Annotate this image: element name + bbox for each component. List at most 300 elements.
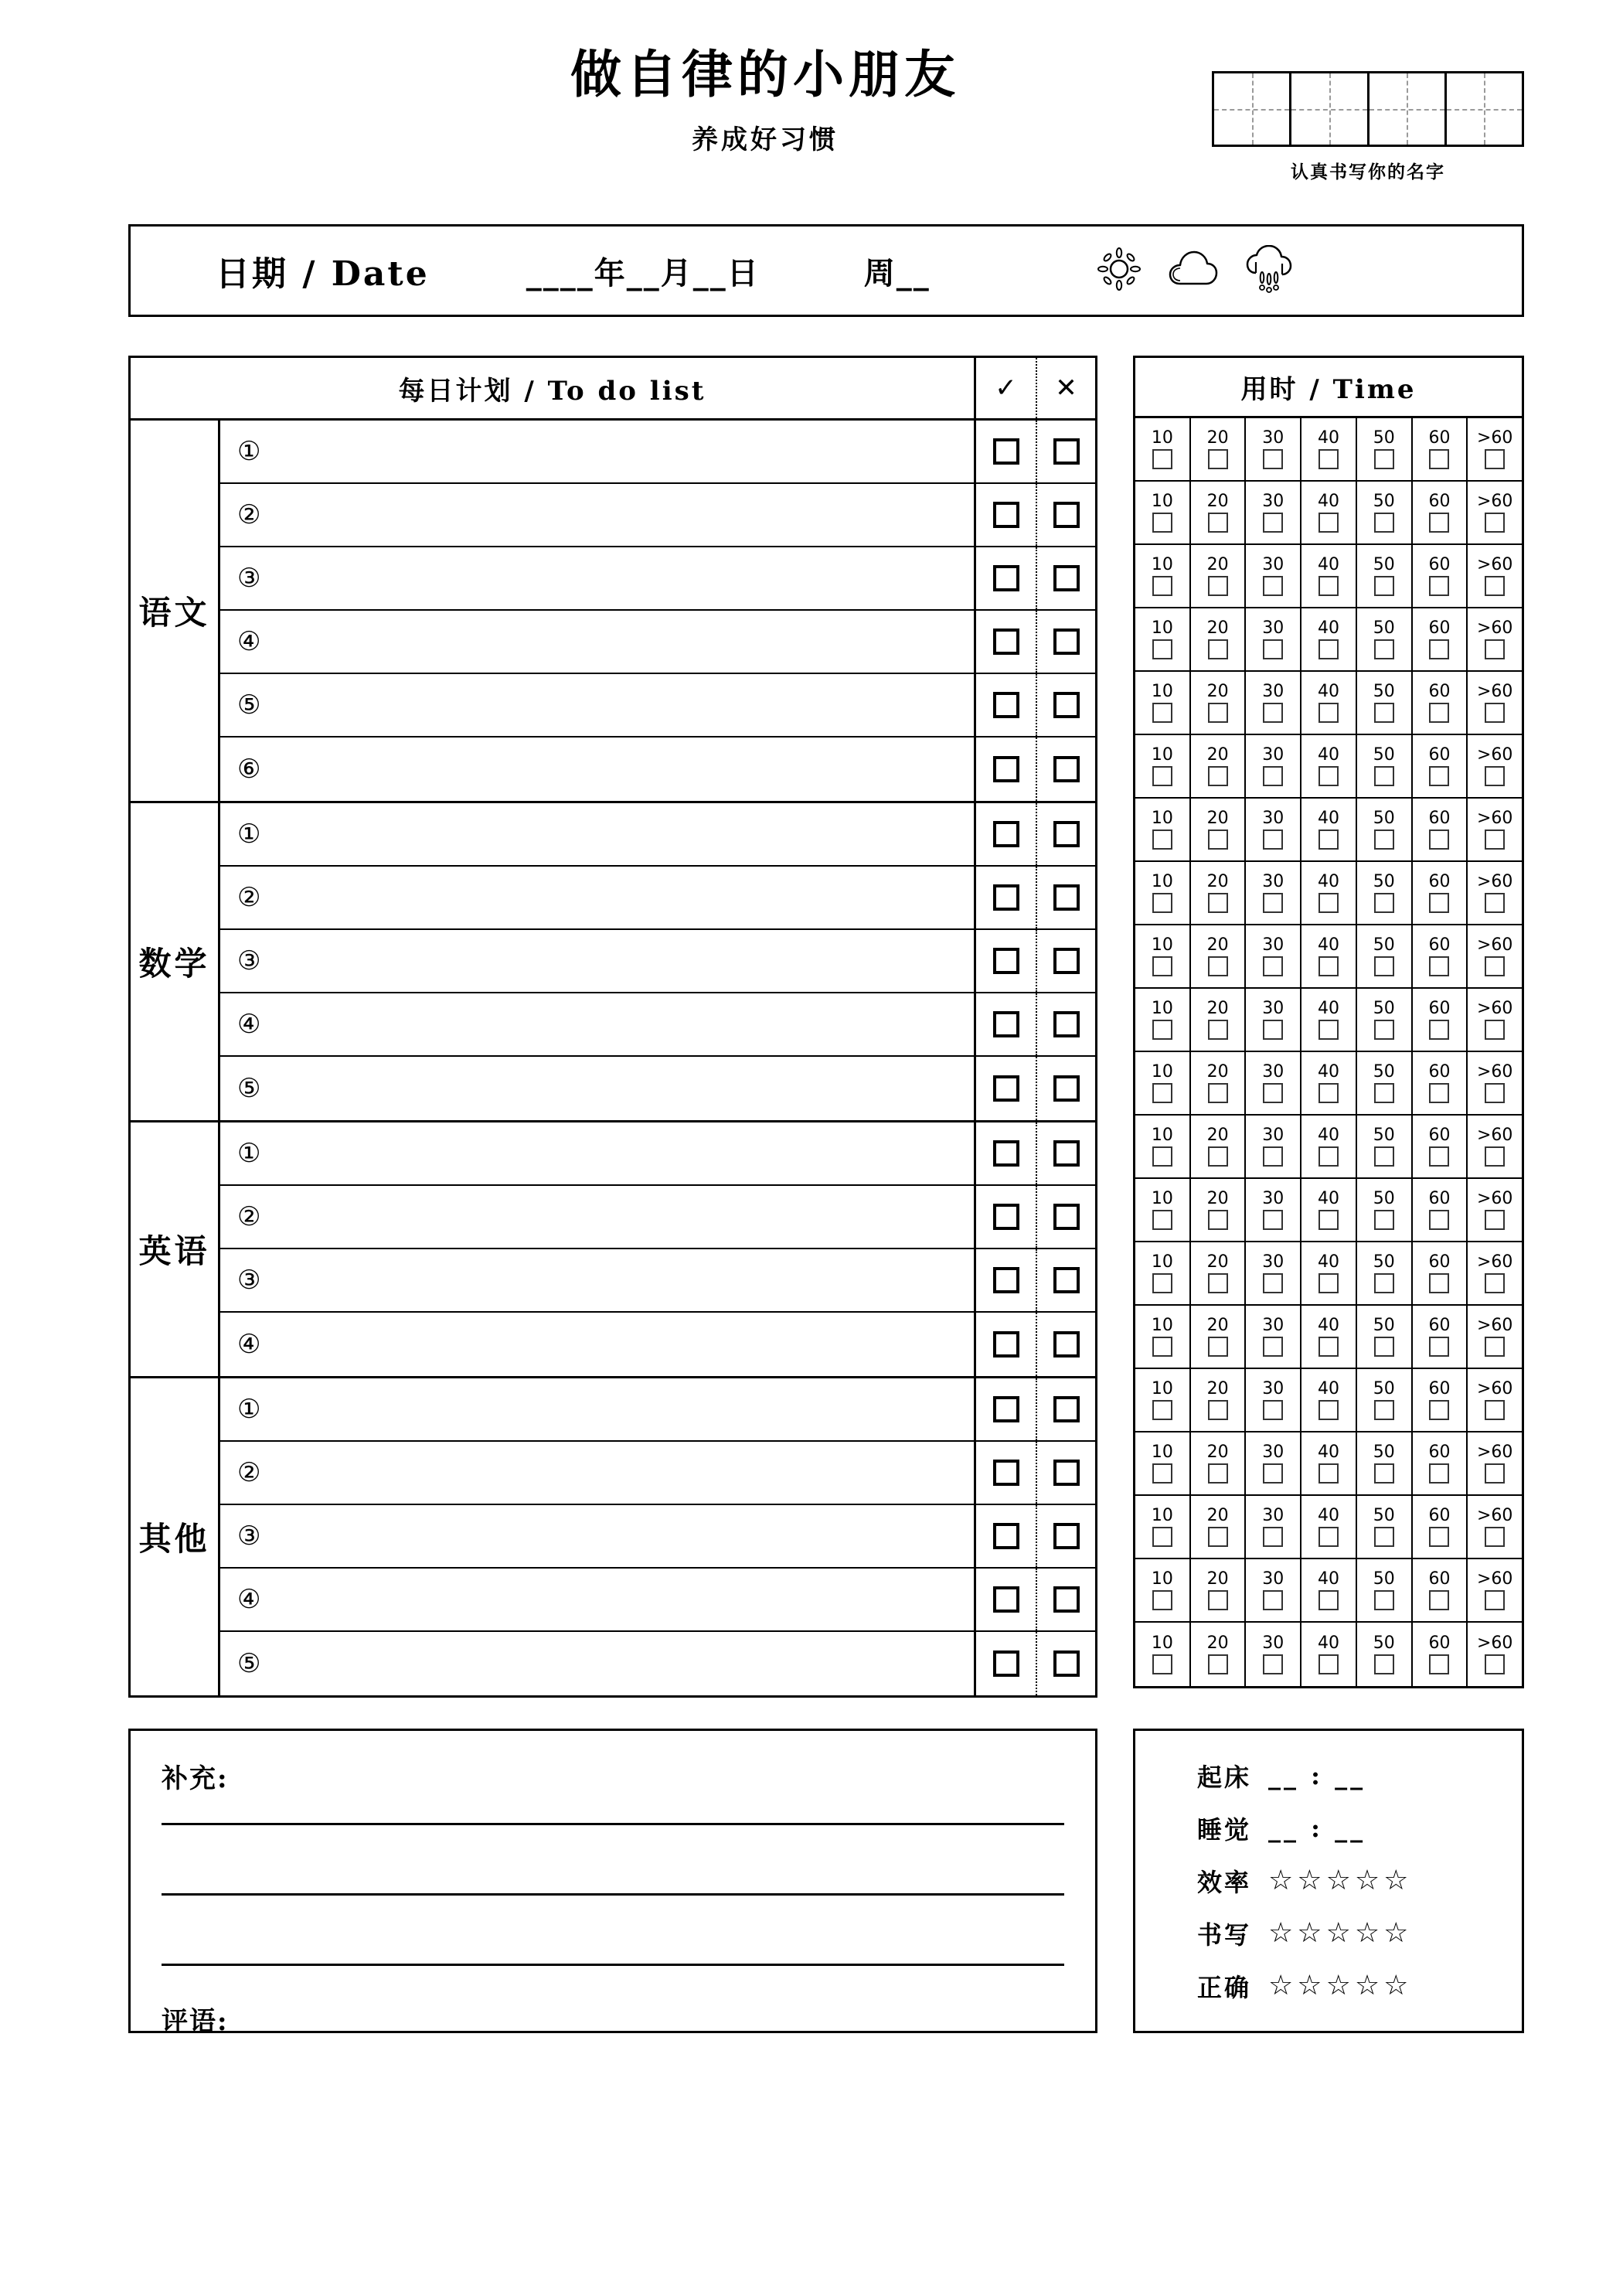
task-done-checkbox[interactable] (976, 993, 1036, 1055)
checkbox-icon[interactable] (1374, 766, 1394, 786)
time-option-cell[interactable] (1357, 608, 1413, 670)
time-option-cell[interactable] (1135, 1242, 1191, 1304)
notes-line[interactable] (162, 1823, 1064, 1825)
time-option-cell[interactable] (1301, 1432, 1357, 1494)
task-done-checkbox[interactable] (976, 421, 1036, 482)
star-icon[interactable]: ☆ (1354, 1970, 1382, 2001)
time-option-cell[interactable] (1468, 1623, 1522, 1686)
checkbox-icon[interactable] (1318, 449, 1339, 469)
task-done-checkbox[interactable] (976, 484, 1036, 546)
task-undone-checkbox[interactable] (1036, 1057, 1095, 1120)
checkbox-icon[interactable] (1053, 502, 1080, 528)
time-option-cell[interactable] (1301, 608, 1357, 670)
time-option-cell[interactable] (1301, 545, 1357, 607)
task-undone-checkbox[interactable] (1036, 1186, 1095, 1248)
checkbox-icon[interactable] (1152, 449, 1172, 469)
checkbox-icon[interactable] (1053, 692, 1080, 718)
checkbox-icon[interactable] (1429, 703, 1449, 723)
checkbox-icon[interactable] (1053, 948, 1080, 974)
checkbox-icon[interactable] (1208, 1590, 1228, 1610)
star-icon[interactable]: ☆ (1383, 1970, 1410, 2001)
time-option-cell[interactable] (1357, 799, 1413, 860)
time-option-cell[interactable] (1191, 989, 1247, 1051)
checkbox-icon[interactable] (1263, 893, 1283, 913)
checkbox-icon[interactable] (1485, 1273, 1505, 1293)
time-option-cell[interactable] (1246, 418, 1301, 480)
checkbox-icon[interactable] (1318, 1083, 1339, 1103)
time-option-cell[interactable] (1357, 672, 1413, 734)
time-option-cell[interactable] (1191, 608, 1247, 670)
checkbox-icon[interactable] (1429, 513, 1449, 533)
checkbox-icon[interactable] (1374, 1146, 1394, 1167)
task-undone-checkbox[interactable] (1036, 867, 1095, 928)
checkbox-icon[interactable] (1152, 1146, 1172, 1167)
checkbox-icon[interactable] (1152, 956, 1172, 976)
checkbox-icon[interactable] (993, 438, 1019, 465)
time-option-cell[interactable] (1135, 735, 1191, 797)
star-icon[interactable]: ☆ (1325, 1970, 1352, 2001)
task-undone-checkbox[interactable] (1036, 993, 1095, 1055)
time-option-cell[interactable] (1357, 1242, 1413, 1304)
task-done-checkbox[interactable] (976, 611, 1036, 673)
checkbox-icon[interactable] (1152, 829, 1172, 850)
task-done-checkbox[interactable] (976, 1057, 1036, 1120)
star-icon[interactable]: ☆ (1297, 1865, 1324, 1896)
time-option-cell[interactable] (1357, 1432, 1413, 1494)
checkbox-icon[interactable] (1053, 565, 1080, 591)
checkbox-icon[interactable] (1429, 1146, 1449, 1167)
time-option-cell[interactable] (1135, 799, 1191, 860)
time-option-cell[interactable] (1191, 672, 1247, 734)
checkbox-icon[interactable] (1208, 1083, 1228, 1103)
checkbox-icon[interactable] (1208, 1273, 1228, 1293)
time-option-cell[interactable] (1468, 608, 1522, 670)
task-done-checkbox[interactable] (976, 1569, 1036, 1630)
time-option-cell[interactable] (1413, 418, 1468, 480)
time-option-cell[interactable] (1357, 735, 1413, 797)
checkbox-icon[interactable] (1053, 821, 1080, 847)
checkbox-icon[interactable] (1053, 1396, 1080, 1422)
checkbox-icon[interactable] (1263, 1590, 1283, 1610)
task-input-field[interactable]: ⑥ (220, 738, 976, 801)
checkbox-icon[interactable] (1208, 1654, 1228, 1674)
time-option-cell[interactable] (1357, 545, 1413, 607)
checkbox-icon[interactable] (1485, 1337, 1505, 1357)
checkbox-icon[interactable] (1152, 1210, 1172, 1230)
task-input-field[interactable]: ② (220, 1442, 976, 1504)
task-input-field[interactable]: ② (220, 867, 976, 928)
time-option-cell[interactable] (1357, 1052, 1413, 1114)
checkbox-icon[interactable] (1263, 1273, 1283, 1293)
checkbox-icon[interactable] (1429, 1020, 1449, 1040)
checkbox-icon[interactable] (1208, 576, 1228, 596)
time-option-cell[interactable] (1468, 925, 1522, 987)
task-done-checkbox[interactable] (976, 803, 1036, 865)
checkbox-icon[interactable] (1485, 1146, 1505, 1167)
checkbox-icon[interactable] (1152, 1400, 1172, 1420)
time-option-cell[interactable] (1246, 1369, 1301, 1431)
time-option-cell[interactable] (1357, 482, 1413, 543)
time-option-cell[interactable] (1301, 735, 1357, 797)
checkbox-icon[interactable] (1208, 1020, 1228, 1040)
time-option-cell[interactable] (1191, 1306, 1247, 1368)
checkbox-icon[interactable] (993, 948, 1019, 974)
checkbox-icon[interactable] (1374, 1337, 1394, 1357)
task-done-checkbox[interactable] (976, 1249, 1036, 1311)
checkbox-icon[interactable] (993, 1396, 1019, 1422)
checkbox-icon[interactable] (1263, 703, 1283, 723)
task-input-field[interactable]: ④ (220, 611, 976, 673)
task-undone-checkbox[interactable] (1036, 1632, 1095, 1695)
checkbox-icon[interactable] (1485, 956, 1505, 976)
checkbox-icon[interactable] (1152, 893, 1172, 913)
checkbox-icon[interactable] (993, 502, 1019, 528)
checkbox-icon[interactable] (1429, 1400, 1449, 1420)
time-option-cell[interactable] (1468, 1306, 1522, 1368)
time-option-cell[interactable] (1468, 1116, 1522, 1177)
checkbox-icon[interactable] (1152, 513, 1172, 533)
checkbox-icon[interactable] (1208, 513, 1228, 533)
checkbox-icon[interactable] (1485, 639, 1505, 659)
star-icon[interactable]: ☆ (1268, 1917, 1295, 1949)
time-option-cell[interactable] (1191, 735, 1247, 797)
checkbox-icon[interactable] (1485, 1083, 1505, 1103)
task-done-checkbox[interactable] (976, 674, 1036, 736)
checkbox-icon[interactable] (1485, 1210, 1505, 1230)
checkbox-icon[interactable] (1152, 1337, 1172, 1357)
time-option-cell[interactable] (1246, 925, 1301, 987)
checkbox-icon[interactable] (1208, 766, 1228, 786)
time-option-cell[interactable] (1246, 482, 1301, 543)
time-option-cell[interactable] (1357, 418, 1413, 480)
checkbox-icon[interactable] (1053, 1586, 1080, 1613)
checkbox-icon[interactable] (993, 565, 1019, 591)
time-option-cell[interactable] (1135, 1496, 1191, 1558)
time-option-cell[interactable] (1246, 1179, 1301, 1241)
checkbox-icon[interactable] (1263, 1527, 1283, 1547)
task-done-checkbox[interactable] (976, 1122, 1036, 1184)
checkbox-icon[interactable] (1263, 1337, 1283, 1357)
time-option-cell[interactable] (1301, 1242, 1357, 1304)
time-option-cell[interactable] (1301, 799, 1357, 860)
checkbox-icon[interactable] (1053, 629, 1080, 655)
checkbox-icon[interactable] (1208, 1146, 1228, 1167)
checkbox-icon[interactable] (1263, 766, 1283, 786)
checkbox-icon[interactable] (1429, 1083, 1449, 1103)
checkbox-icon[interactable] (1485, 1590, 1505, 1610)
checkbox-icon[interactable] (1318, 1590, 1339, 1610)
time-option-cell[interactable] (1135, 1116, 1191, 1177)
time-option-cell[interactable] (1413, 1623, 1468, 1686)
checkbox-icon[interactable] (1053, 1140, 1080, 1167)
checkbox-icon[interactable] (1152, 1020, 1172, 1040)
time-option-cell[interactable] (1301, 1116, 1357, 1177)
time-option-cell[interactable] (1413, 1179, 1468, 1241)
task-input-field[interactable]: ③ (220, 1249, 976, 1311)
checkbox-icon[interactable] (1152, 1590, 1172, 1610)
time-option-cell[interactable] (1191, 1623, 1247, 1686)
task-undone-checkbox[interactable] (1036, 803, 1095, 865)
task-input-field[interactable]: ④ (220, 1313, 976, 1376)
time-option-cell[interactable] (1191, 1432, 1247, 1494)
checkbox-icon[interactable] (1374, 956, 1394, 976)
name-writing-grid[interactable] (1212, 71, 1524, 147)
time-option-cell[interactable] (1413, 482, 1468, 543)
time-option-cell[interactable] (1357, 925, 1413, 987)
time-option-cell[interactable] (1246, 799, 1301, 860)
time-option-cell[interactable] (1301, 482, 1357, 543)
checkbox-icon[interactable] (1053, 1523, 1080, 1549)
time-option-cell[interactable] (1135, 925, 1191, 987)
time-option-cell[interactable] (1468, 545, 1522, 607)
notes-line[interactable] (162, 1893, 1064, 1896)
time-option-cell[interactable] (1357, 1306, 1413, 1368)
checkbox-icon[interactable] (1318, 576, 1339, 596)
time-option-cell[interactable] (1357, 862, 1413, 924)
checkbox-icon[interactable] (1485, 1463, 1505, 1484)
sleep-time-field[interactable]: __ : __ (1268, 1814, 1366, 1843)
checkbox-icon[interactable] (1318, 1527, 1339, 1547)
time-option-cell[interactable] (1468, 862, 1522, 924)
time-option-cell[interactable] (1301, 989, 1357, 1051)
checkbox-icon[interactable] (1263, 449, 1283, 469)
task-done-checkbox[interactable] (976, 1442, 1036, 1504)
time-option-cell[interactable] (1246, 1052, 1301, 1114)
time-option-cell[interactable] (1301, 1496, 1357, 1558)
date-input-fields[interactable]: ____年__月__日 (526, 254, 760, 291)
time-option-cell[interactable] (1468, 1052, 1522, 1114)
checkbox-icon[interactable] (1053, 438, 1080, 465)
checkbox-icon[interactable] (1318, 1654, 1339, 1674)
checkbox-icon[interactable] (1318, 829, 1339, 850)
checkbox-icon[interactable] (1152, 703, 1172, 723)
checkbox-icon[interactable] (1485, 1400, 1505, 1420)
time-option-cell[interactable] (1413, 799, 1468, 860)
checkbox-icon[interactable] (1318, 893, 1339, 913)
time-option-cell[interactable] (1135, 1432, 1191, 1494)
checkbox-icon[interactable] (993, 1267, 1019, 1293)
time-option-cell[interactable] (1301, 672, 1357, 734)
time-option-cell[interactable] (1357, 1559, 1413, 1621)
task-input-field[interactable]: ① (220, 1122, 976, 1184)
checkbox-icon[interactable] (1318, 1020, 1339, 1040)
star-icon[interactable]: ☆ (1268, 1865, 1295, 1896)
time-option-cell[interactable] (1413, 735, 1468, 797)
task-done-checkbox[interactable] (976, 1378, 1036, 1440)
time-option-cell[interactable] (1468, 1496, 1522, 1558)
time-option-cell[interactable] (1301, 862, 1357, 924)
checkbox-icon[interactable] (1374, 1083, 1394, 1103)
checkbox-icon[interactable] (1208, 1400, 1228, 1420)
time-option-cell[interactable] (1246, 735, 1301, 797)
time-option-cell[interactable] (1413, 1242, 1468, 1304)
checkbox-icon[interactable] (1429, 956, 1449, 976)
checkbox-icon[interactable] (1053, 1267, 1080, 1293)
checkbox-icon[interactable] (1152, 1527, 1172, 1547)
time-option-cell[interactable] (1357, 1623, 1413, 1686)
checkbox-icon[interactable] (1429, 893, 1449, 913)
checkbox-icon[interactable] (1318, 1337, 1339, 1357)
checkbox-icon[interactable] (1263, 513, 1283, 533)
star-icon[interactable]: ☆ (1354, 1917, 1382, 1949)
checkbox-icon[interactable] (993, 1586, 1019, 1613)
time-option-cell[interactable] (1301, 1306, 1357, 1368)
name-grid-cell[interactable] (1370, 73, 1447, 145)
time-option-cell[interactable] (1246, 672, 1301, 734)
time-option-cell[interactable] (1135, 672, 1191, 734)
checkbox-icon[interactable] (993, 1331, 1019, 1358)
checkbox-icon[interactable] (1485, 513, 1505, 533)
checkbox-icon[interactable] (1263, 1654, 1283, 1674)
checkbox-icon[interactable] (1429, 1337, 1449, 1357)
checkbox-icon[interactable] (1429, 576, 1449, 596)
weekday-field[interactable]: 周__ (863, 254, 931, 291)
time-option-cell[interactable] (1191, 1242, 1247, 1304)
time-option-cell[interactable] (1191, 1559, 1247, 1621)
task-undone-checkbox[interactable] (1036, 1378, 1095, 1440)
checkbox-icon[interactable] (993, 1204, 1019, 1230)
checkbox-icon[interactable] (1485, 893, 1505, 913)
checkbox-icon[interactable] (1374, 1463, 1394, 1484)
time-option-cell[interactable] (1191, 418, 1247, 480)
task-undone-checkbox[interactable] (1036, 738, 1095, 801)
time-option-cell[interactable] (1246, 862, 1301, 924)
checkbox-icon[interactable] (1263, 1400, 1283, 1420)
checkbox-icon[interactable] (1152, 766, 1172, 786)
time-option-cell[interactable] (1191, 1116, 1247, 1177)
task-input-field[interactable]: ④ (220, 1569, 976, 1630)
task-input-field[interactable]: ④ (220, 993, 976, 1055)
checkbox-icon[interactable] (1429, 766, 1449, 786)
time-option-cell[interactable] (1135, 989, 1191, 1051)
time-option-cell[interactable] (1413, 1306, 1468, 1368)
checkbox-icon[interactable] (993, 1650, 1019, 1677)
time-option-cell[interactable] (1191, 799, 1247, 860)
checkbox-icon[interactable] (1263, 956, 1283, 976)
checkbox-icon[interactable] (1374, 1210, 1394, 1230)
time-option-cell[interactable] (1135, 545, 1191, 607)
time-option-cell[interactable] (1468, 989, 1522, 1051)
checkbox-icon[interactable] (1429, 1210, 1449, 1230)
time-option-cell[interactable] (1246, 1432, 1301, 1494)
task-done-checkbox[interactable] (976, 1505, 1036, 1567)
checkbox-icon[interactable] (1318, 1210, 1339, 1230)
checkbox-icon[interactable] (1208, 956, 1228, 976)
time-option-cell[interactable] (1301, 925, 1357, 987)
checkbox-icon[interactable] (1318, 703, 1339, 723)
time-option-cell[interactable] (1301, 1369, 1357, 1431)
checkbox-icon[interactable] (993, 1460, 1019, 1486)
time-option-cell[interactable] (1357, 1179, 1413, 1241)
time-option-cell[interactable] (1357, 1369, 1413, 1431)
task-input-field[interactable]: ③ (220, 930, 976, 992)
time-option-cell[interactable] (1135, 482, 1191, 543)
time-option-cell[interactable] (1468, 799, 1522, 860)
task-undone-checkbox[interactable] (1036, 1313, 1095, 1376)
checkbox-icon[interactable] (1208, 893, 1228, 913)
time-option-cell[interactable] (1135, 1052, 1191, 1114)
time-option-cell[interactable] (1191, 482, 1247, 543)
checkbox-icon[interactable] (1053, 884, 1080, 911)
checkbox-icon[interactable] (1208, 829, 1228, 850)
time-option-cell[interactable] (1413, 1369, 1468, 1431)
task-undone-checkbox[interactable] (1036, 1442, 1095, 1504)
time-option-cell[interactable] (1246, 545, 1301, 607)
time-option-cell[interactable] (1135, 1179, 1191, 1241)
checkbox-icon[interactable] (1208, 703, 1228, 723)
checkbox-icon[interactable] (1318, 956, 1339, 976)
checkbox-icon[interactable] (1429, 449, 1449, 469)
checkbox-icon[interactable] (1263, 576, 1283, 596)
checkbox-icon[interactable] (1263, 1463, 1283, 1484)
checkbox-icon[interactable] (1429, 1527, 1449, 1547)
task-undone-checkbox[interactable] (1036, 484, 1095, 546)
checkbox-icon[interactable] (1318, 1273, 1339, 1293)
time-option-cell[interactable] (1301, 1623, 1357, 1686)
star-icon[interactable]: ☆ (1325, 1917, 1352, 1949)
task-done-checkbox[interactable] (976, 1313, 1036, 1376)
checkbox-icon[interactable] (1429, 1590, 1449, 1610)
time-option-cell[interactable] (1413, 672, 1468, 734)
task-input-field[interactable]: ③ (220, 1505, 976, 1567)
checkbox-icon[interactable] (1374, 576, 1394, 596)
time-option-cell[interactable] (1468, 1369, 1522, 1431)
checkbox-icon[interactable] (1374, 1400, 1394, 1420)
time-option-cell[interactable] (1357, 1116, 1413, 1177)
checkbox-icon[interactable] (1485, 1527, 1505, 1547)
time-option-cell[interactable] (1135, 1306, 1191, 1368)
checkbox-icon[interactable] (1485, 449, 1505, 469)
task-undone-checkbox[interactable] (1036, 1122, 1095, 1184)
checkbox-icon[interactable] (1208, 1463, 1228, 1484)
time-option-cell[interactable] (1135, 1559, 1191, 1621)
task-input-field[interactable]: ① (220, 803, 976, 865)
checkbox-icon[interactable] (993, 692, 1019, 718)
checkbox-icon[interactable] (1152, 576, 1172, 596)
checkbox-icon[interactable] (993, 1011, 1019, 1037)
time-option-cell[interactable] (1135, 608, 1191, 670)
time-option-cell[interactable] (1468, 672, 1522, 734)
checkbox-icon[interactable] (1152, 1083, 1172, 1103)
time-option-cell[interactable] (1357, 1496, 1413, 1558)
task-undone-checkbox[interactable] (1036, 1249, 1095, 1311)
star-icon[interactable]: ☆ (1325, 1865, 1352, 1896)
task-undone-checkbox[interactable] (1036, 611, 1095, 673)
time-option-cell[interactable] (1135, 862, 1191, 924)
task-input-field[interactable]: ② (220, 484, 976, 546)
time-option-cell[interactable] (1468, 418, 1522, 480)
checkbox-icon[interactable] (1374, 449, 1394, 469)
checkbox-icon[interactable] (1208, 449, 1228, 469)
time-option-cell[interactable] (1246, 1623, 1301, 1686)
checkbox-icon[interactable] (1318, 766, 1339, 786)
time-option-cell[interactable] (1246, 989, 1301, 1051)
checkbox-icon[interactable] (1208, 1337, 1228, 1357)
time-option-cell[interactable] (1301, 1052, 1357, 1114)
time-option-cell[interactable] (1191, 1369, 1247, 1431)
task-undone-checkbox[interactable] (1036, 930, 1095, 992)
checkbox-icon[interactable] (1152, 1463, 1172, 1484)
checkbox-icon[interactable] (1374, 893, 1394, 913)
time-option-cell[interactable] (1246, 608, 1301, 670)
time-option-cell[interactable] (1191, 925, 1247, 987)
time-option-cell[interactable] (1135, 1623, 1191, 1686)
checkbox-icon[interactable] (1485, 766, 1505, 786)
checkbox-icon[interactable] (1263, 1020, 1283, 1040)
checkbox-icon[interactable] (1152, 639, 1172, 659)
checkbox-icon[interactable] (1374, 703, 1394, 723)
star-icon[interactable]: ☆ (1297, 1970, 1324, 2001)
